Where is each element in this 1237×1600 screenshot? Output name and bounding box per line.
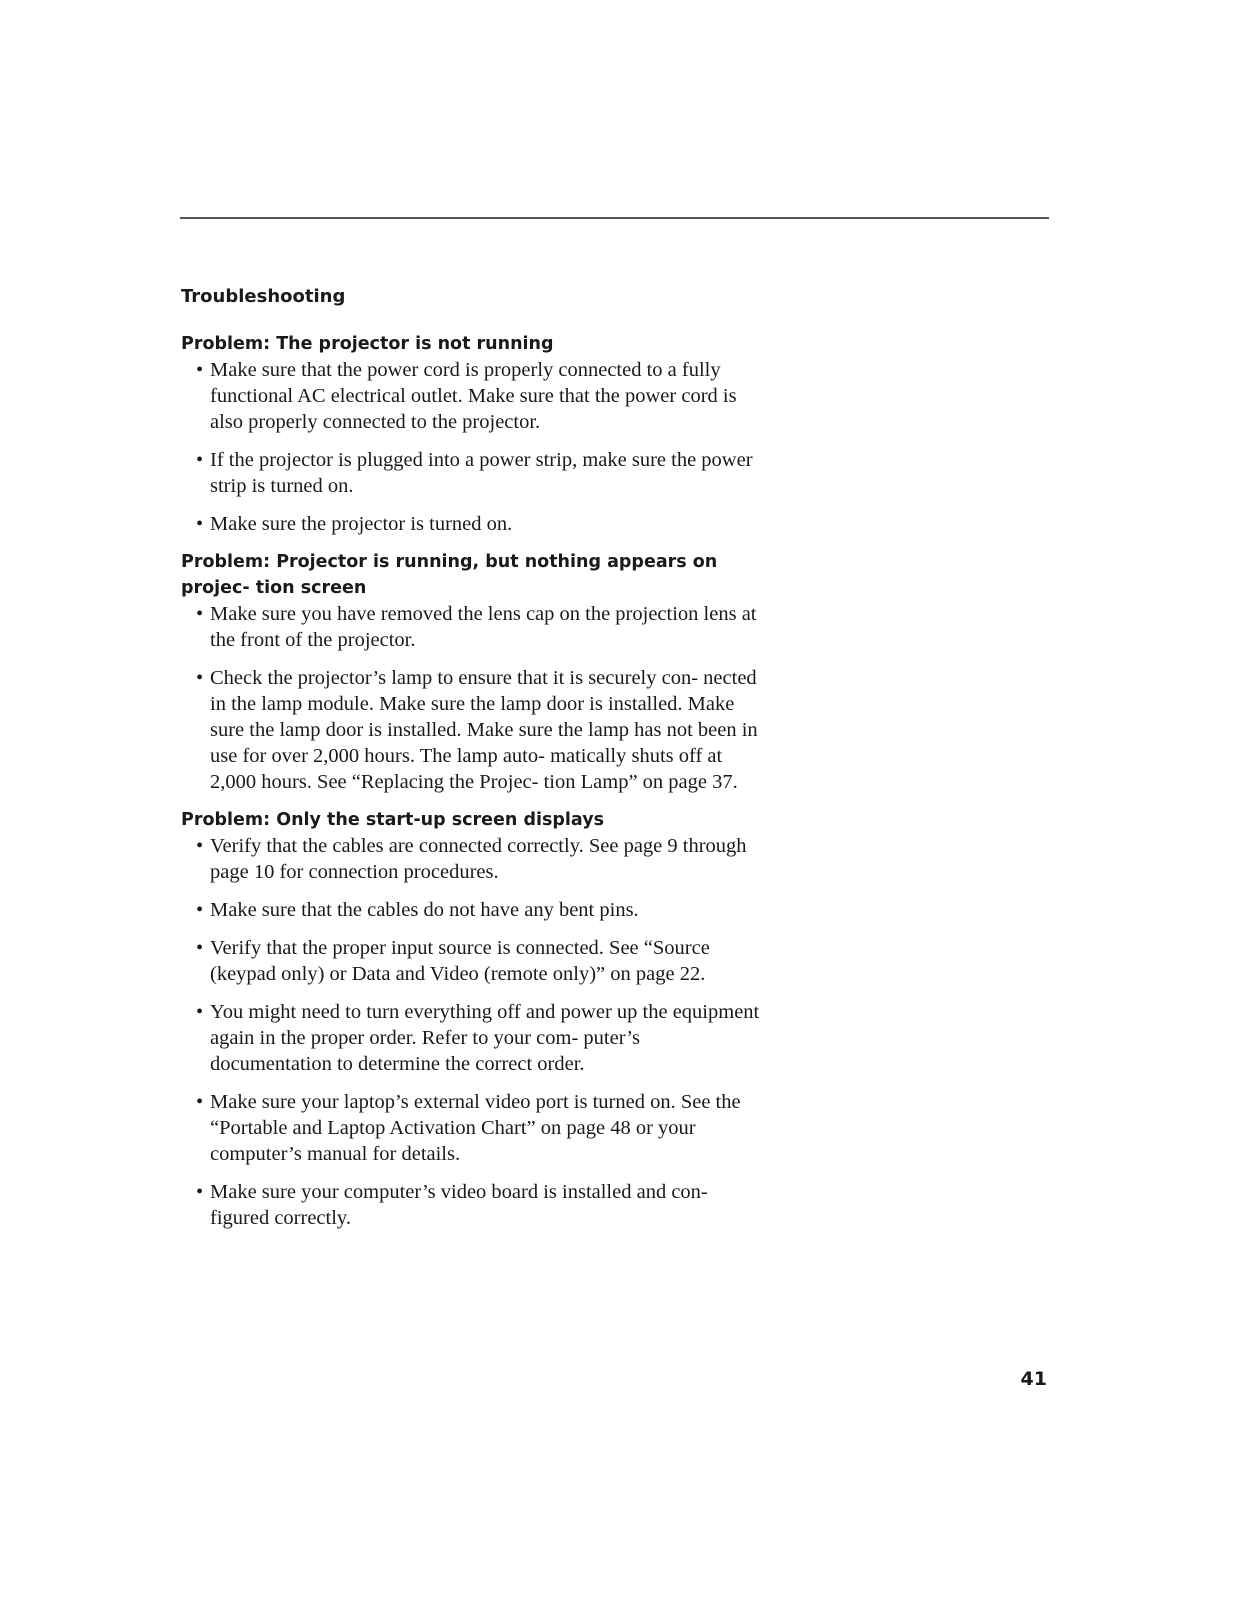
list-item: • Make sure the projector is turned on.	[181, 511, 766, 537]
problem-block	[181, 549, 766, 795]
problem-items	[181, 357, 766, 537]
problem-items	[181, 833, 766, 1231]
problem-block	[181, 331, 766, 537]
list-item: • Make sure your computer’s video board is installed and con- figured correctly.	[181, 1179, 766, 1231]
list-item: • Make sure that the power cord is properly connected to a fully functional AC electrical outlet. Make sure that the power cord is also properly connected to the projector.	[181, 357, 766, 435]
list-item: • If the projector is plugged into a power strip, make sure the power strip is turned on.	[181, 447, 766, 499]
list-item: • Make sure that the cables do not have any bent pins.	[181, 897, 766, 923]
list-item: • Check the projector’s lamp to ensure that it is securely con- nected in the lamp module. Make sure the lamp door is installed. Make sure the lamp door is installed. Make sure the lamp has not been in use for over 2,000 hours. The lamp auto- matically shuts off at 2,000 hours. See “Replacing the Projec- tion Lamp” on page 37.	[181, 665, 766, 795]
list-item: • Verify that the cables are connected correctly. See page 9 through page 10 for connection procedures.	[181, 833, 766, 885]
problem-heading: Problem: The projector is not running	[181, 334, 554, 354]
problem-items	[181, 601, 766, 795]
list-item: • Verify that the proper input source is connected. See “Source (keypad only) or Data and Video (remote only)” on page 22.	[181, 935, 766, 987]
list-item: • Make sure your laptop’s external video port is turned on. See the “Portable and Laptop Activation Chart” on page 48 or your computer’s manual for details.	[181, 1089, 766, 1167]
problem-heading: Problem: Projector is running, but nothing appears on projec- tion screen	[181, 552, 718, 598]
list-item: • You might need to turn everything off and power up the equipment again in the proper order. Refer to your com- puter’s documentation to determine the correct order.	[181, 999, 766, 1077]
problem-block	[181, 807, 766, 1231]
problem-heading: Problem: Only the start-up screen displays	[181, 810, 605, 830]
header-rule	[180, 217, 1049, 219]
section-title: Troubleshooting	[181, 286, 346, 307]
page-number: 41	[1020, 1368, 1047, 1390]
page-content	[181, 284, 766, 1243]
list-item: • Make sure you have removed the lens cap on the projection lens at the front of the projector.	[181, 601, 766, 653]
